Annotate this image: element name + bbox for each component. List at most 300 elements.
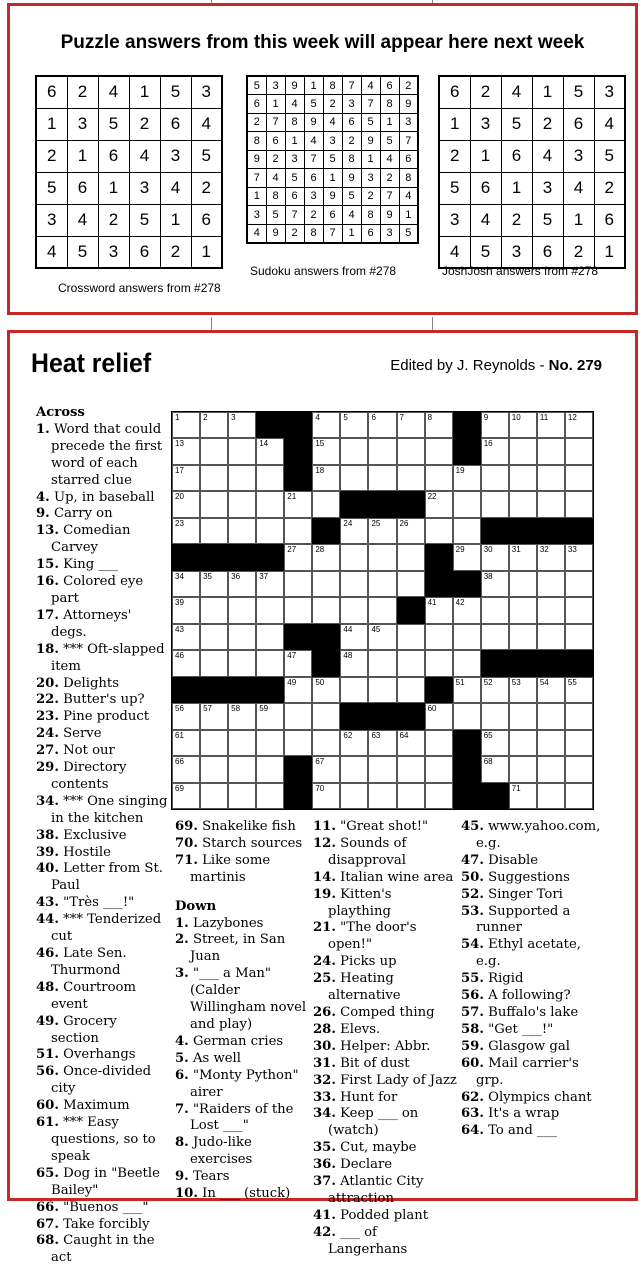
- grid-cell[interactable]: [537, 571, 565, 597]
- black-square: [425, 544, 453, 570]
- grid-cell[interactable]: [509, 544, 537, 570]
- clue: [36, 845, 168, 862]
- clue: [313, 1090, 458, 1107]
- grid-cell[interactable]: [397, 412, 425, 438]
- grid-cell[interactable]: [565, 624, 593, 650]
- clue: [313, 1039, 458, 1056]
- black-square: [284, 438, 312, 464]
- clue-label: 68.: [36, 1233, 59, 1249]
- clue-text: A following?: [483, 988, 571, 1004]
- grid-cell[interactable]: [200, 491, 228, 517]
- grid-cell[interactable]: [368, 438, 396, 464]
- answer-cell: 8: [380, 95, 399, 114]
- grid-cell[interactable]: [509, 730, 537, 756]
- clue-text: Pine product: [58, 709, 150, 725]
- grid-cell[interactable]: [565, 412, 593, 438]
- answer-cell: 4: [191, 108, 222, 140]
- grid-cell[interactable]: [340, 412, 368, 438]
- grid-cell[interactable]: [200, 571, 228, 597]
- grid-cell[interactable]: [200, 518, 228, 544]
- grid-cell[interactable]: [312, 491, 340, 517]
- clue-text: Elevs.: [335, 1021, 381, 1037]
- grid-cell[interactable]: [200, 650, 228, 676]
- answer-cell: 3: [532, 172, 563, 204]
- grid-cell[interactable]: [509, 624, 537, 650]
- grid-cell[interactable]: [312, 412, 340, 438]
- grid-cell[interactable]: [340, 624, 368, 650]
- grid-cell[interactable]: [312, 571, 340, 597]
- grid-cell[interactable]: [537, 677, 565, 703]
- grid-cell[interactable]: [284, 677, 312, 703]
- clue-text: Olympics chant: [483, 1089, 592, 1105]
- answer-cell: 9: [247, 150, 266, 169]
- grid-cell[interactable]: [565, 677, 593, 703]
- grid-cell[interactable]: [565, 783, 593, 809]
- clue-number: 57: [203, 704, 212, 714]
- grid-cell[interactable]: [509, 438, 537, 464]
- grid-cell[interactable]: [425, 438, 453, 464]
- black-square: [340, 703, 368, 729]
- grid-cell[interactable]: [509, 412, 537, 438]
- grid-cell[interactable]: [200, 756, 228, 782]
- grid-cell[interactable]: [284, 703, 312, 729]
- grid-cell[interactable]: [397, 756, 425, 782]
- grid-cell[interactable]: [537, 756, 565, 782]
- answer-row: [439, 204, 625, 236]
- grid-cell[interactable]: [537, 544, 565, 570]
- answer-cell: 3: [323, 132, 342, 151]
- clue: [175, 819, 317, 836]
- grid-cell[interactable]: [509, 491, 537, 517]
- answer-cell: 5: [191, 140, 222, 172]
- grid-cell[interactable]: [509, 677, 537, 703]
- clue-label: 46.: [36, 946, 59, 961]
- grid-cell[interactable]: [368, 544, 396, 570]
- grid-cell[interactable]: [200, 703, 228, 729]
- clue-label: 11.: [313, 819, 336, 834]
- clue-number: 35: [203, 571, 212, 581]
- grid-cell[interactable]: [284, 491, 312, 517]
- grid-cell[interactable]: [228, 597, 256, 623]
- grid-cell[interactable]: [228, 571, 256, 597]
- answer-row: [247, 187, 418, 206]
- answer-cell: 5: [532, 204, 563, 236]
- grid-cell[interactable]: [425, 624, 453, 650]
- clue-text: Letter from St. Paul: [51, 861, 163, 894]
- grid-cell[interactable]: [256, 650, 284, 676]
- grid-cell[interactable]: [340, 756, 368, 782]
- clue-number: 64: [399, 730, 409, 740]
- grid-cell[interactable]: [509, 465, 537, 491]
- grid-cell[interactable]: [256, 438, 284, 464]
- clue-text: Judo-like exercises: [188, 1135, 253, 1168]
- clue: [461, 1005, 604, 1022]
- grid-cell[interactable]: [368, 624, 396, 650]
- grid-cell[interactable]: [284, 597, 312, 623]
- grid-cell[interactable]: [425, 756, 453, 782]
- grid-cell[interactable]: [284, 544, 312, 570]
- clue-text: Tears: [188, 1169, 230, 1185]
- clue-number: 47: [287, 651, 297, 661]
- clue-number: 53: [511, 677, 521, 687]
- grid-cell[interactable]: [368, 518, 396, 544]
- grid-cell[interactable]: [481, 624, 509, 650]
- answer-cell: 2: [399, 76, 418, 95]
- clue-label: 27.: [36, 743, 59, 759]
- grid-cell[interactable]: [397, 624, 425, 650]
- grid-cell[interactable]: [312, 438, 340, 464]
- clue-text: Maximum: [58, 1098, 130, 1114]
- grid-cell[interactable]: [453, 677, 481, 703]
- grid-cell[interactable]: [565, 703, 593, 729]
- grid-cell[interactable]: [481, 730, 509, 756]
- grid-cell[interactable]: [172, 571, 200, 597]
- answer-cell: 5: [247, 76, 266, 95]
- grid-cell[interactable]: [397, 438, 425, 464]
- answer-cell: 2: [563, 236, 594, 268]
- clue: [36, 1233, 168, 1267]
- clue: [461, 1056, 604, 1090]
- answer-cell: 9: [304, 113, 323, 132]
- grid-cell[interactable]: [453, 544, 481, 570]
- grid-cell[interactable]: [172, 783, 200, 809]
- answer-cell: 6: [563, 108, 594, 140]
- grid-cell[interactable]: [481, 465, 509, 491]
- clue-label: 34.: [36, 793, 59, 809]
- grid-cell[interactable]: [172, 730, 200, 756]
- grid-cell[interactable]: [397, 544, 425, 570]
- grid-cell[interactable]: [340, 730, 368, 756]
- grid-cell[interactable]: [481, 438, 509, 464]
- clue-label: 60.: [36, 1098, 59, 1114]
- cut-mark: [211, 317, 212, 330]
- grid-cell[interactable]: [537, 465, 565, 491]
- grid-cell[interactable]: [565, 438, 593, 464]
- clue-number: 56: [175, 704, 184, 714]
- grid-cell[interactable]: [397, 518, 425, 544]
- grid-cell[interactable]: [537, 597, 565, 623]
- grid-cell[interactable]: [397, 465, 425, 491]
- grid-cell[interactable]: [228, 730, 256, 756]
- grid-cell[interactable]: [425, 412, 453, 438]
- grid-cell[interactable]: [256, 730, 284, 756]
- grid-cell[interactable]: [312, 703, 340, 729]
- grid-cell[interactable]: [200, 438, 228, 464]
- grid-cell[interactable]: [200, 465, 228, 491]
- grid-cell[interactable]: [368, 730, 396, 756]
- clue-column-2: [175, 819, 317, 1203]
- grid-cell[interactable]: [453, 597, 481, 623]
- grid-cell[interactable]: [425, 465, 453, 491]
- answer-cell: 3: [266, 76, 285, 95]
- grid-cell[interactable]: [453, 650, 481, 676]
- answer-cell: 1: [501, 172, 532, 204]
- clue-text: Helper: Abbr.: [335, 1038, 431, 1054]
- grid-cell[interactable]: [368, 756, 396, 782]
- grid-cell[interactable]: [228, 624, 256, 650]
- grid-cell[interactable]: [340, 518, 368, 544]
- grid-cell[interactable]: [312, 597, 340, 623]
- grid-cell[interactable]: [565, 756, 593, 782]
- clue-text: *** One singing in the kitchen: [51, 793, 168, 826]
- grid-cell[interactable]: [312, 465, 340, 491]
- grid-cell[interactable]: [172, 597, 200, 623]
- clue-text: Rigid: [483, 971, 524, 987]
- grid-cell[interactable]: [368, 571, 396, 597]
- answer-cell: 2: [247, 113, 266, 132]
- grid-cell[interactable]: [537, 624, 565, 650]
- clue-number: 21: [287, 492, 297, 502]
- grid-cell[interactable]: [256, 491, 284, 517]
- grid-cell[interactable]: [481, 544, 509, 570]
- answer-cell: 4: [247, 224, 266, 243]
- clue: [36, 1200, 168, 1217]
- clue-number: 12: [567, 413, 577, 422]
- answer-cell: 9: [380, 206, 399, 225]
- clue-label: 60.: [461, 1055, 484, 1071]
- grid-cell[interactable]: [481, 703, 509, 729]
- grid-cell[interactable]: [200, 624, 228, 650]
- grid-cell[interactable]: [481, 412, 509, 438]
- answer-cell: 4: [380, 150, 399, 169]
- grid-cell[interactable]: [425, 703, 453, 729]
- grid-cell[interactable]: [228, 438, 256, 464]
- grid-cell[interactable]: [256, 597, 284, 623]
- grid-cell[interactable]: [172, 650, 200, 676]
- clue-label: 20.: [36, 675, 59, 691]
- grid-cell[interactable]: [172, 756, 200, 782]
- clue: [175, 836, 317, 853]
- grid-cell[interactable]: [256, 571, 284, 597]
- grid-cell[interactable]: [453, 624, 481, 650]
- clue-text: Not our: [58, 743, 115, 759]
- clue: [461, 870, 604, 887]
- clue-label: 65.: [36, 1165, 59, 1181]
- grid-cell[interactable]: [425, 518, 453, 544]
- grid-cell[interactable]: [537, 783, 565, 809]
- grid-cell[interactable]: [340, 571, 368, 597]
- grid-cell[interactable]: [368, 783, 396, 809]
- answer-cell: 3: [439, 204, 470, 236]
- grid-cell[interactable]: [425, 730, 453, 756]
- grid-cell[interactable]: [397, 783, 425, 809]
- answer-cell: 7: [266, 113, 285, 132]
- grid-cell[interactable]: [340, 597, 368, 623]
- clue-number: 23: [175, 518, 184, 528]
- grid-cell[interactable]: [453, 465, 481, 491]
- grid-cell[interactable]: [228, 465, 256, 491]
- clue-number: 62: [343, 730, 353, 740]
- grid-cell[interactable]: [565, 597, 593, 623]
- grid-cell[interactable]: [200, 730, 228, 756]
- clue: [175, 1068, 317, 1102]
- grid-cell[interactable]: [172, 465, 200, 491]
- answer-cell: 5: [470, 236, 501, 268]
- grid-cell[interactable]: [312, 756, 340, 782]
- grid-cell[interactable]: [172, 624, 200, 650]
- grid-cell[interactable]: [284, 518, 312, 544]
- grid-cell[interactable]: [453, 491, 481, 517]
- answer-cell: 5: [266, 206, 285, 225]
- grid-cell[interactable]: [509, 571, 537, 597]
- grid-cell[interactable]: [256, 518, 284, 544]
- grid-cell[interactable]: [565, 465, 593, 491]
- grid-cell[interactable]: [172, 412, 200, 438]
- down-clue-list-continued: [461, 819, 604, 1140]
- clue: [36, 912, 168, 946]
- grid-cell[interactable]: [481, 571, 509, 597]
- answer-cell: 9: [342, 169, 361, 188]
- clue: [313, 971, 458, 1005]
- sudoku-answer-grid: [246, 75, 419, 244]
- clue-text: Declare: [335, 1157, 393, 1173]
- clue: [461, 1123, 604, 1140]
- grid-cell[interactable]: [228, 703, 256, 729]
- grid-cell[interactable]: [509, 783, 537, 809]
- answer-cell: 6: [439, 76, 470, 108]
- grid-cell[interactable]: [284, 730, 312, 756]
- grid-cell[interactable]: [172, 438, 200, 464]
- grid-cell[interactable]: [537, 730, 565, 756]
- clue-column-3: [313, 819, 458, 1259]
- grid-cell[interactable]: [509, 703, 537, 729]
- grid-cell[interactable]: [368, 597, 396, 623]
- down-clue-list-continued: [313, 819, 458, 1259]
- answer-cell: 3: [361, 169, 380, 188]
- grid-cell[interactable]: [256, 756, 284, 782]
- grid-cell[interactable]: [481, 756, 509, 782]
- clue-text: Comedian Carvey: [51, 523, 131, 556]
- clue: [36, 1217, 168, 1234]
- answer-cell: 6: [191, 204, 222, 236]
- grid-cell[interactable]: [565, 571, 593, 597]
- grid-cell[interactable]: [200, 412, 228, 438]
- clue-number: 44: [343, 624, 353, 634]
- grid-cell[interactable]: [340, 544, 368, 570]
- grid-cell[interactable]: [340, 677, 368, 703]
- grid-cell[interactable]: [228, 518, 256, 544]
- grid-cell[interactable]: [453, 518, 481, 544]
- grid-cell[interactable]: [397, 650, 425, 676]
- grid-cell[interactable]: [368, 650, 396, 676]
- grid-cell[interactable]: [509, 597, 537, 623]
- grid-cell[interactable]: [425, 650, 453, 676]
- clue-text: Heating alternative: [328, 971, 401, 1004]
- answer-cell: 4: [129, 140, 160, 172]
- grid-cell[interactable]: [481, 597, 509, 623]
- clue: [36, 642, 168, 676]
- grid-cell[interactable]: [397, 571, 425, 597]
- grid-cell[interactable]: [312, 677, 340, 703]
- grid-cell[interactable]: [200, 597, 228, 623]
- clue-text: "Monty Python" airer: [188, 1067, 299, 1100]
- grid-cell[interactable]: [537, 703, 565, 729]
- answer-cell: 1: [36, 108, 67, 140]
- black-square: [256, 412, 284, 438]
- grid-cell[interactable]: [256, 465, 284, 491]
- grid-cell[interactable]: [368, 677, 396, 703]
- clue-text: Disable: [483, 852, 539, 868]
- grid-cell[interactable]: [537, 412, 565, 438]
- grid-cell[interactable]: [256, 624, 284, 650]
- clue: [313, 1005, 458, 1022]
- answer-cell: 3: [36, 204, 67, 236]
- grid-cell[interactable]: [228, 650, 256, 676]
- grid-cell[interactable]: [312, 783, 340, 809]
- grid-cell[interactable]: [172, 491, 200, 517]
- grid-cell[interactable]: [200, 783, 228, 809]
- grid-cell[interactable]: [256, 703, 284, 729]
- clue: [36, 1014, 168, 1048]
- answer-row: [439, 172, 625, 204]
- grid-cell[interactable]: [397, 677, 425, 703]
- clue: [175, 1135, 317, 1169]
- down-heading: Down: [175, 898, 217, 914]
- clue-number: 16: [483, 439, 493, 449]
- crossword-answer-grid: [35, 75, 223, 269]
- grid-cell[interactable]: [565, 544, 593, 570]
- grid-cell[interactable]: [425, 597, 453, 623]
- sudoku-answers-caption: Sudoku answers from #278: [250, 264, 397, 278]
- grid-cell[interactable]: [368, 412, 396, 438]
- clue-text: Directory contents: [51, 760, 127, 792]
- grid-cell[interactable]: [368, 465, 396, 491]
- grid-cell[interactable]: [565, 491, 593, 517]
- grid-cell[interactable]: [537, 438, 565, 464]
- clue: [175, 966, 317, 1034]
- grid-cell[interactable]: [312, 730, 340, 756]
- clue: [175, 1169, 317, 1186]
- answer-cell: 6: [266, 132, 285, 151]
- grid-cell[interactable]: [509, 756, 537, 782]
- grid-cell[interactable]: [172, 518, 200, 544]
- grid-cell[interactable]: [228, 491, 256, 517]
- grid-cell[interactable]: [481, 677, 509, 703]
- grid-cell[interactable]: [284, 571, 312, 597]
- grid-cell[interactable]: [340, 650, 368, 676]
- clue-text: Caught in the act: [51, 1233, 155, 1266]
- clue: [36, 506, 168, 523]
- grid-cell[interactable]: [481, 491, 509, 517]
- grid-cell[interactable]: [537, 491, 565, 517]
- answer-cell: 2: [470, 76, 501, 108]
- clue-text: Picks up: [335, 954, 397, 970]
- clue-number: 45: [371, 624, 381, 634]
- answer-row: [36, 172, 222, 204]
- grid-cell[interactable]: [312, 544, 340, 570]
- grid-cell[interactable]: [340, 465, 368, 491]
- grid-cell[interactable]: [228, 783, 256, 809]
- clue-label: 4.: [36, 489, 50, 505]
- grid-cell[interactable]: [425, 783, 453, 809]
- grid-cell[interactable]: [228, 756, 256, 782]
- clue-text: Italian wine area: [335, 869, 454, 885]
- black-square: [368, 491, 396, 517]
- grid-cell[interactable]: [172, 703, 200, 729]
- grid-cell[interactable]: [397, 730, 425, 756]
- grid-cell[interactable]: [340, 783, 368, 809]
- clue: [36, 557, 168, 574]
- grid-cell[interactable]: [565, 730, 593, 756]
- clue-number: 70: [315, 783, 325, 793]
- grid-cell[interactable]: [256, 783, 284, 809]
- grid-cell[interactable]: [453, 703, 481, 729]
- grid-cell[interactable]: [340, 438, 368, 464]
- clue-text: "The door's open!": [328, 920, 417, 953]
- grid-cell[interactable]: [425, 491, 453, 517]
- grid-cell[interactable]: [228, 412, 256, 438]
- grid-cell[interactable]: [284, 650, 312, 676]
